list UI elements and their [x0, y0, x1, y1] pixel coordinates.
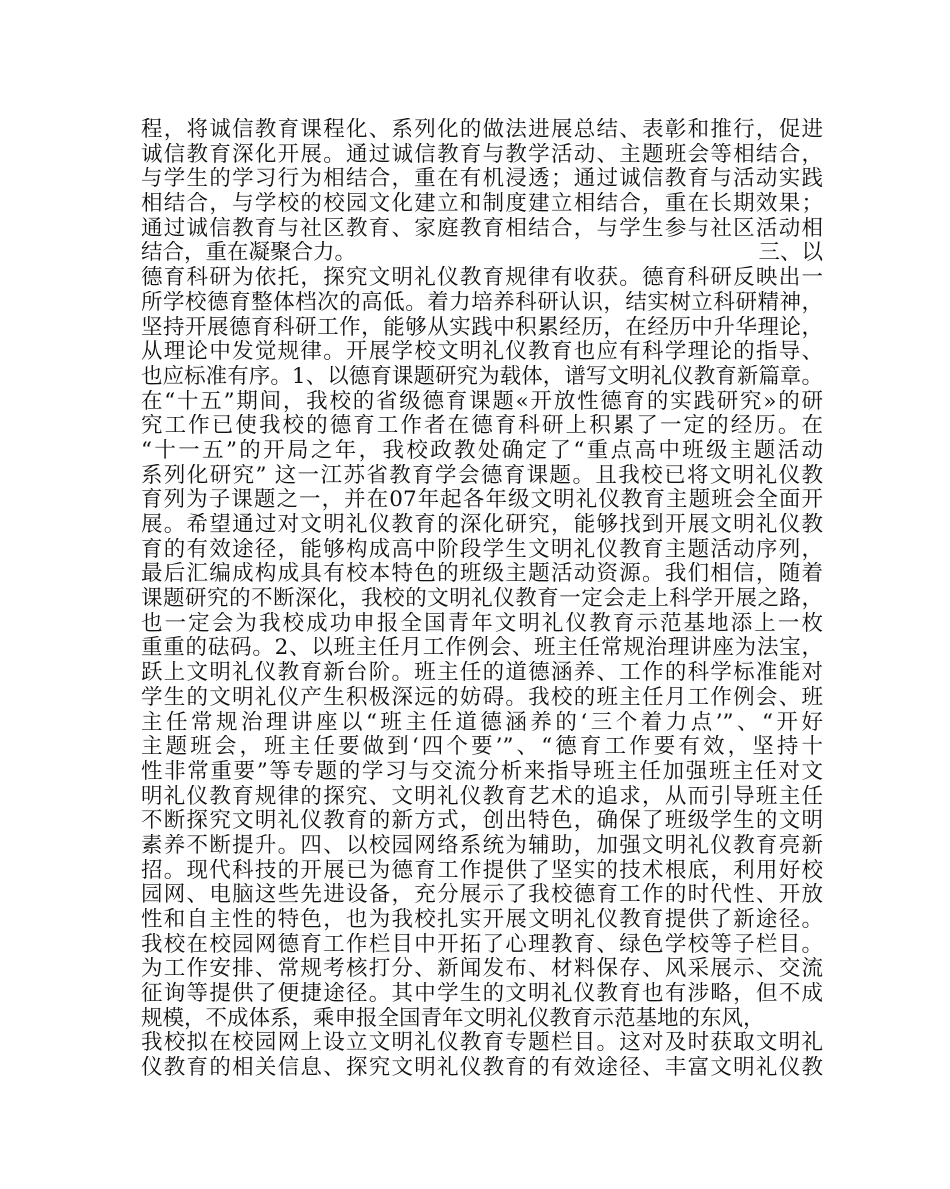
text-line: 园网、电脑这些先进设备，充分展示了我校德育工作的时代性、开放: [141, 883, 823, 908]
text-line: 主任常规治理讲座以“班主任道德涵养的‘三个着力点’”、“开好: [141, 710, 823, 735]
text-line: 展。希望通过对文明礼仪教育的深化研究，能够找到开展文明礼仪教: [141, 513, 823, 537]
text-line: 也应标准有序。1、以德育课题研究为载体，谱写文明礼仪教育新篇章。: [141, 364, 823, 389]
text-line: 仪教育的相关信息、探究文明礼仪教育的有效途径、丰富文明礼仪教: [141, 1056, 823, 1081]
text-line: 育列为子课题之一，并在07年起各年级文明礼仪教育主题班会全面开: [141, 488, 823, 513]
text-line: 规模，不成体系，乘申报全国青年文明礼仪教育示范基地的东风，: [141, 1006, 765, 1031]
text-line: 也一定会为我校成功申报全国青年文明礼仪教育示范基地添上一枚: [141, 611, 823, 636]
text-line: 主题班会，班主任要做到‘四个要’”、“德育工作要有效，坚持十: [141, 735, 823, 760]
text-line: 所学校德育整体档次的高低。着力培养科研认识，结实树立科研精神，: [141, 290, 823, 315]
paragraph-end-text: 结合，重在凝聚合力。: [141, 241, 357, 266]
text-line: 系列化研究” 这一江苏省教育学会德育课题。且我校已将文明礼仪教: [141, 463, 823, 488]
text-line-split: [141, 241, 823, 266]
text-line: 我校在校园网德育工作栏目中开拓了心理教育、绿色学校等子栏目。: [141, 932, 823, 957]
text-line: 相结合，与学校的校园文化建立和制度建立相结合，重在长期效果；: [141, 192, 823, 217]
text-line: 究工作已使我校的德育工作者在德育科研上积累了一定的经历。在: [141, 414, 823, 439]
text-line: 为工作安排、常规考核打分、新闻发布、材料保存、风采展示、交流: [141, 957, 823, 982]
text-line: 最后汇编成构成具有校本特色的班级主题活动资源。我们相信，随着: [141, 562, 823, 587]
text-line: 素养不断提升。四、以校园网络系统为辅助，加强文明礼仪教育亮新: [141, 833, 823, 858]
text-line: 课题研究的不断深化，我校的文明礼仪教育一定会走上科学开展之路，: [141, 587, 823, 612]
text-line: 通过诚信教育与社区教育、家庭教育相结合，与学生参与社区活动相: [141, 216, 823, 241]
text-line: 坚持开展德育科研工作，能够从实践中积累经历，在经历中升华理论，: [141, 315, 823, 340]
text-line: 德育科研为依托，探究文明礼仪教育规律有收获。德育科研反映出一: [141, 266, 823, 291]
text-line: 学生的文明礼仪产生积极深远的妨碍。我校的班主任月工作例会、班: [141, 685, 823, 710]
text-line: 从理论中发觉规律。开展学校文明礼仪教育也应有科学理论的指导、: [141, 340, 823, 365]
text-line: 性非常重要”等专题的学习与交流分析来指导班主任加强班主任对文: [141, 759, 823, 784]
text-line: 在“十五”期间，我校的省级德育课题«开放性德育的实践研究»的研: [141, 389, 823, 414]
text-line: 诚信教育深化开展。通过诚信教育与教学活动、主题班会等相结合，: [141, 142, 823, 167]
text-line: 不断探究文明礼仪教育的新方式，创出特色，确保了班级学生的文明: [141, 809, 823, 834]
text-line: 征询等提供了便捷途径。其中学生的文明礼仪教育也有涉略，但不成: [141, 982, 823, 1007]
text-line: 性和自主性的特色，也为我校扎实开展文明礼仪教育提供了新途径。: [141, 908, 823, 932]
text-line: 招。现代科技的开展已为德育工作提供了坚实的技术根底，利用好校: [141, 858, 823, 883]
text-line: 育的有效途径，能够构成高中阶段学生文明礼仪教育主题活动序列，: [141, 537, 823, 562]
section-heading-start: 三、以: [758, 241, 823, 266]
text-line: 与学生的学习行为相结合，重在有机浸透；通过诚信教育与活动实践: [141, 167, 823, 192]
text-line: 跃上文明礼仪教育新台阶。班主任的道德涵养、工作的科学标准能对: [141, 661, 823, 686]
document-body: [141, 118, 823, 1081]
text-line: “十一五”的开局之年，我校政教处确定了“重点高中班级主题活动: [141, 438, 823, 463]
text-line: 明礼仪教育规律的探究、文明礼仪教育艺术的追求，从而引导班主任: [141, 784, 823, 809]
text-line: 程，将诚信教育课程化、系列化的做法进展总结、表彰和推行，促进: [141, 118, 823, 142]
text-line: 我校拟在校园网上设立文明礼仪教育专题栏目。这对及时获取文明礼: [141, 1031, 823, 1056]
text-line: 重重的砝码。2、以班主任月工作例会、班主任常规治理讲座为法宝，: [141, 636, 823, 661]
